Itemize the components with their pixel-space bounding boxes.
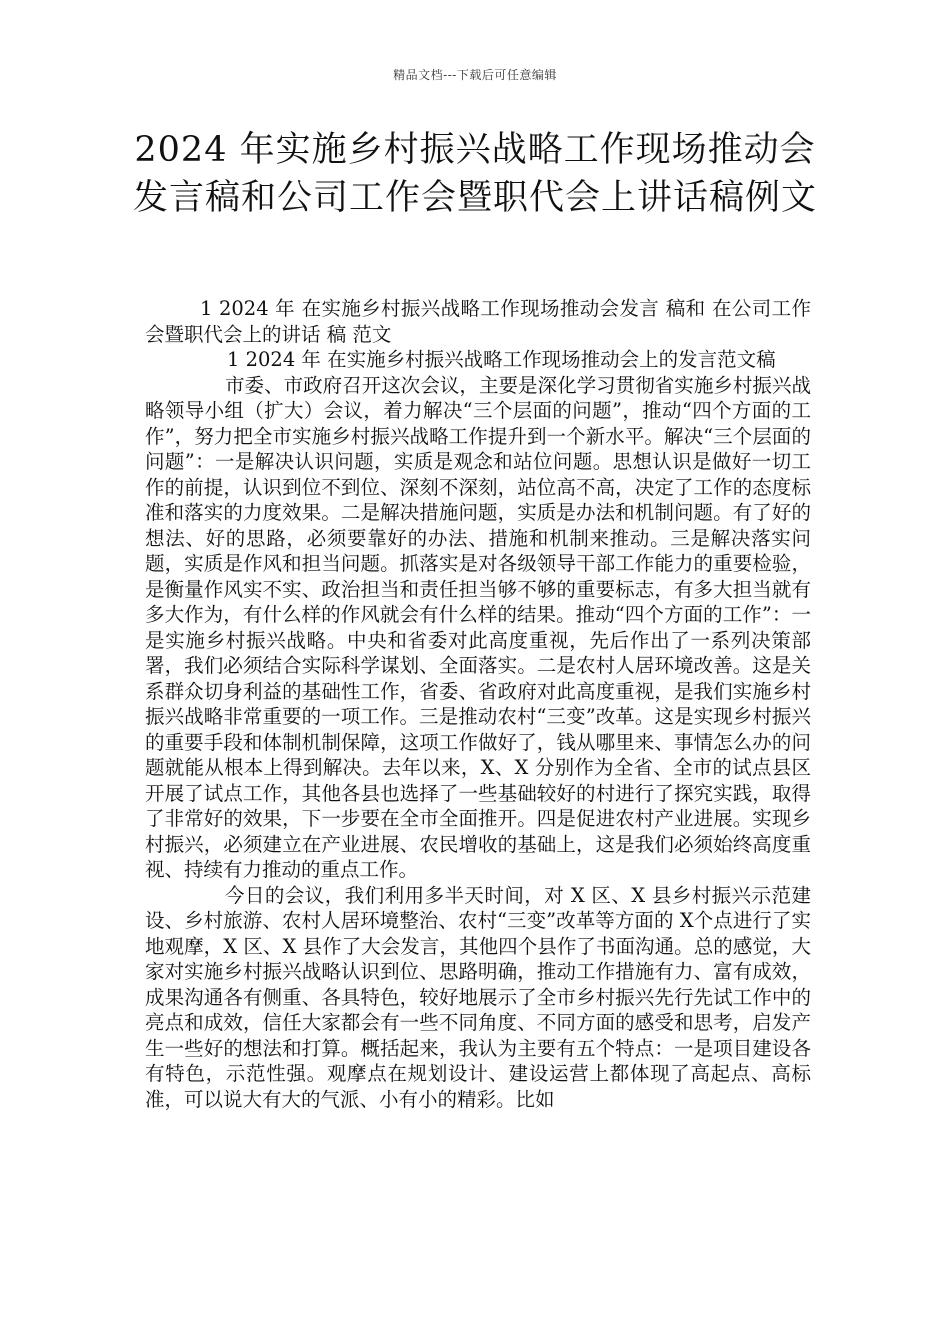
document-body bbox=[145, 296, 811, 1112]
document-title: 2024 年实施乡村振兴战略工作现场推动会发言稿和公司工作会暨职代会上讲话稿例文 bbox=[132, 130, 817, 218]
document-subtitle: 1 2024 年 在实施乡村振兴战略工作现场推动会发言 稿和 在公司工作会暨职代会上的讲话 稿 范文 bbox=[145, 297, 811, 346]
section-heading: 1 2024 年 在实施乡村振兴战略工作现场推动会上的发言范文稿 bbox=[227, 348, 776, 371]
body-paragraph: 今日的会议，我们利用多半天时间，对 X 区、X 县乡村振兴示范建设、乡村旅游、农村人居环境整治、农村“三变”改革等方面的 X个点进行了实地观摩，X 区、X 县作了大会发言，其他四个县作了书面沟通。总的感觉，大家对实施乡村振兴战略认识到位、思路明确，推动工作措施有力、富有成效，成果沟通各有侧重、各具特色，较好地展示了全市乡村振兴先行先试工作中的亮点和成效，信任大家都会有一些不同角度、不同方面的感受和思考，启发产生一些好的想法和打算。概括起来，我认为主要有五个特点：一是项目建设各有特色，示范性强。观摩点在规划设计、建设运营上都体现了高起点、高标准，可以说大有大的气派、小有小的精彩。比如 bbox=[145, 883, 811, 1111]
header-note: 精品文档---下载后可任意编辑 bbox=[393, 68, 557, 82]
body-paragraph: 市委、市政府召开这次会议，主要是深化学习贯彻省实施乡村振兴战略领导小组（扩大）会议，着力解决“三个层面的问题”，推动“四个方面的工作”，努力把全市实施乡村振兴战略工作提升到一个新水平。解决“三个层面的问题”：一是解决认识问题，实质是观念和站位问题。思想认识是做好一切工作的前提，认识到位不到位、深刻不深刻，站位高不高，决定了工作的态度标准和落实的力度效果。二是解决措施问题，实质是办法和机制问题。有了好的想法、好的思路，必须要靠好的办法、措施和机制来推动。三是解决落实问题，实质是作风和担当问题。抓落实是对各级领导干部工作能力的重要检验，是衡量作风实不实、政治担当和责任担当够不够的重要标志，有多大担当就有多大作为，有什么样的作风就会有什么样的结果。推动“四个方面的工作”：一是实施乡村振兴战略。中央和省委对此高度重视，先后作出了一系列决策部署，我们必须结合实际科学谋划、全面落实。二是农村人居环境改善。这是关系群众切身利益的基础性工作，省委、省政府对此高度重视，是我们实施乡村振兴战略非常重要的一项工作。三是推动农村“三变”改革。这是实现乡村振兴的重要手段和体制机制保障，这项工作做好了，钱从哪里来、事情怎么办的问题就能从根本上得到解决。去年以来，X、X 分别作为全省、全市的试点县区开展了试点工作，其他各县也选择了一些基础较好的村进行了探究实践，取得了非常好的效果，下一步要在全市全面推开。四是促进农村产业进展。实现乡村振兴，必须建立在产业进展、农民增收的基础上，这是我们必须始终高度重视、持续有力推动的重点工作。 bbox=[145, 373, 811, 881]
